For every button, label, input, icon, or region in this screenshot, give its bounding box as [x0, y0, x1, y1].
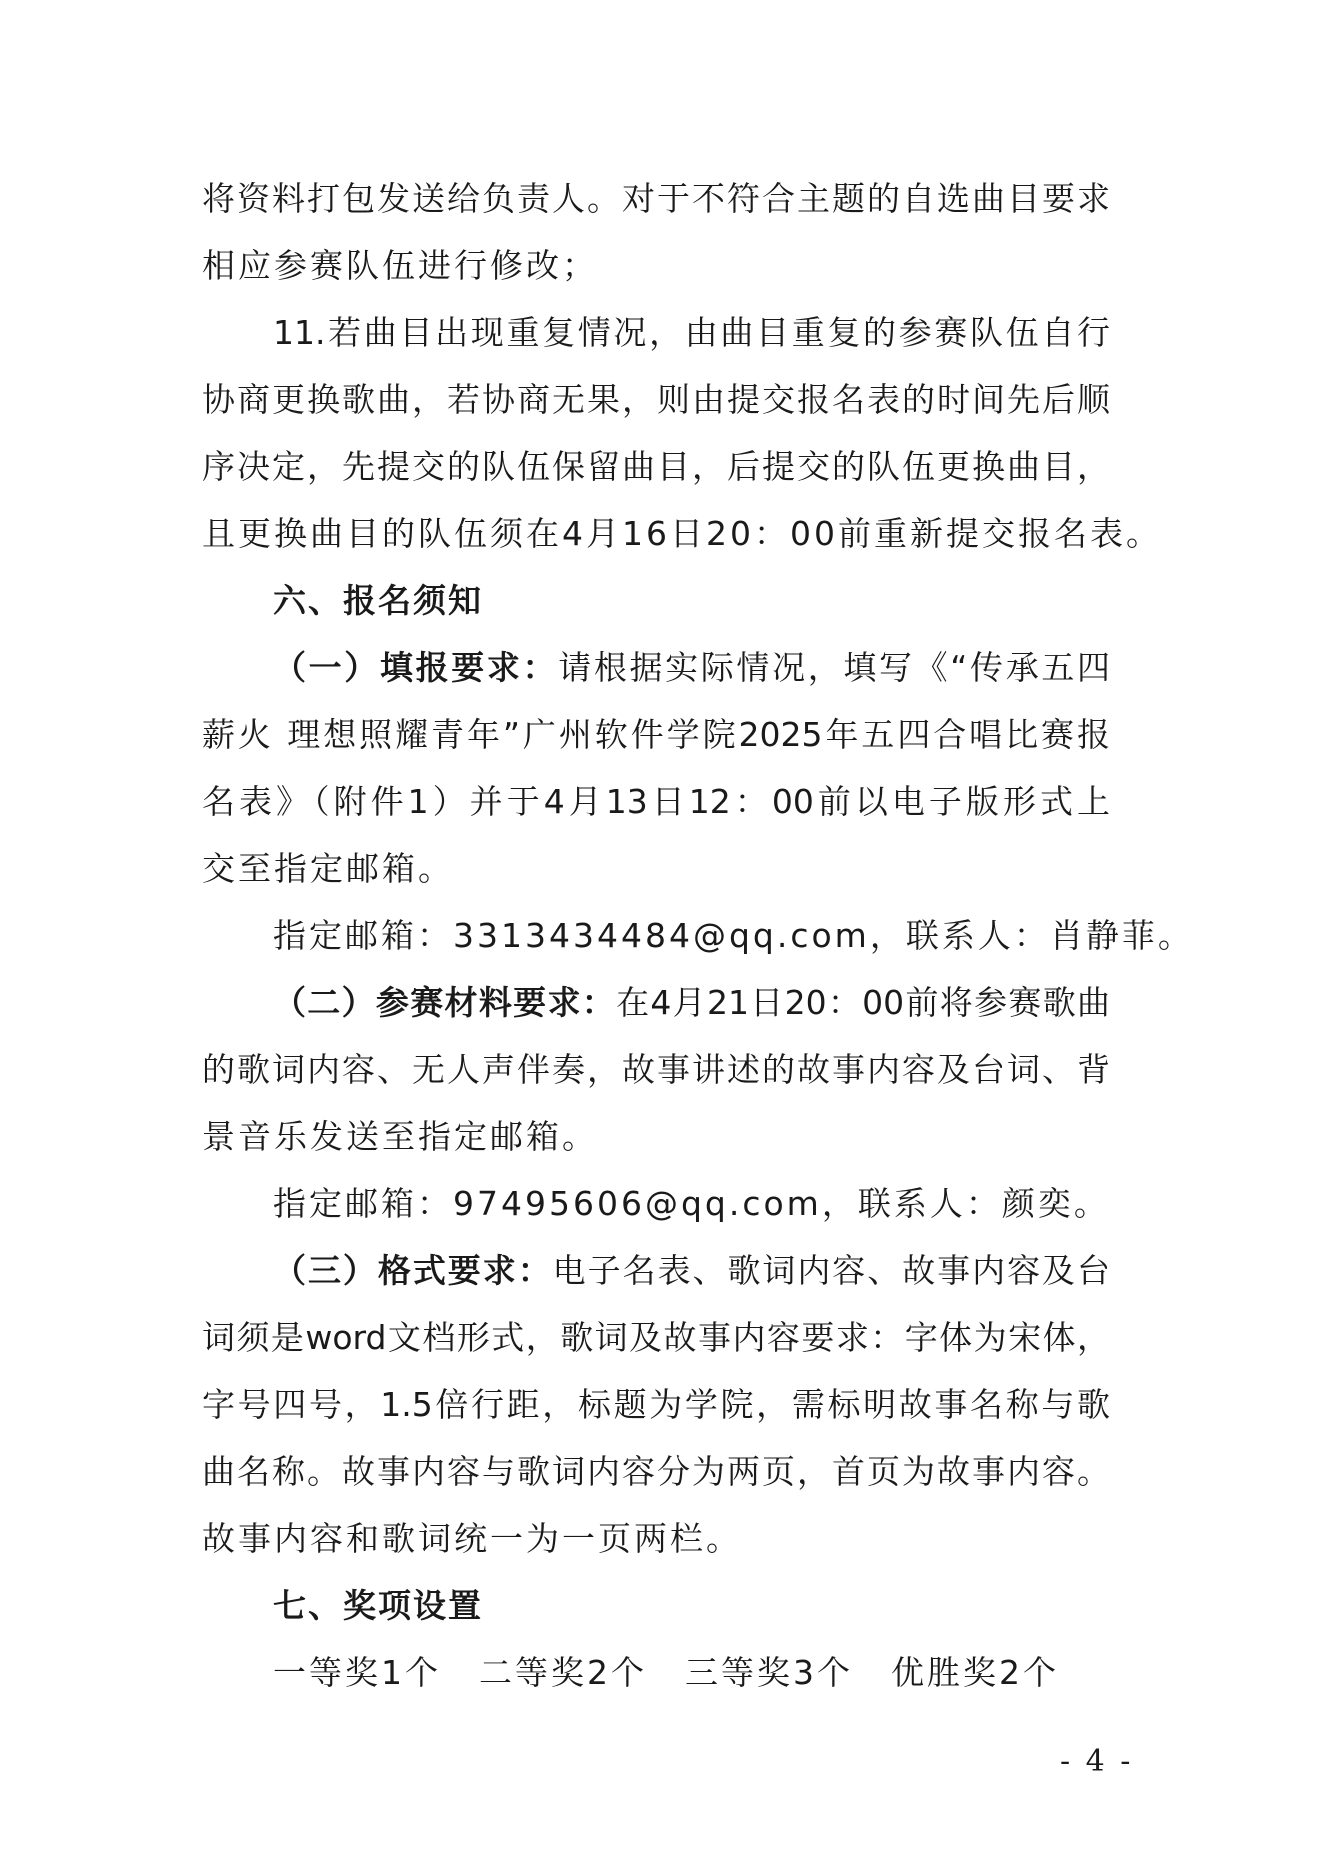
text-line: 的歌词内容、无人声伴奏，故事讲述的故事内容及台词、背 — [202, 1050, 1110, 1089]
page-number: - 4 - — [1060, 1744, 1134, 1779]
text-line: 11.若曲目出现重复情况，由曲目重复的参赛队伍自行 — [273, 313, 1110, 352]
subheading-label: （一）填报要求： — [273, 648, 559, 687]
award-first-prize: 一等奖1个 — [273, 1653, 441, 1692]
text-run: 在4月21日20：00前将参赛歌曲 — [616, 983, 1110, 1022]
text-line — [202, 634, 1110, 701]
contact-email-line-2: 指定邮箱：97495606@qq.com，联系人：颜奕。 — [273, 1184, 1110, 1223]
text-line: 故事内容和歌词统一为一页两栏。 — [202, 1519, 742, 1558]
text-line: 词须是word文档形式，歌词及故事内容要求：字体为宋体， — [202, 1318, 1110, 1357]
paragraph-continuation — [202, 165, 1110, 299]
text-line: 曲名称。故事内容与歌词内容分为两页，首页为故事内容。 — [202, 1452, 1110, 1491]
contact-email-line-1: 指定邮箱：3313434484@qq.com，联系人：肖静菲。 — [273, 916, 1194, 955]
registration-requirements-paragraph — [202, 634, 1110, 902]
text-line — [202, 1237, 1110, 1304]
text-line: 交至指定邮箱。 — [202, 849, 454, 888]
award-second-prize: 二等奖2个 — [479, 1653, 647, 1692]
text-line: 字号四号，1.5倍行距，标题为学院，需标明故事名称与歌 — [202, 1385, 1110, 1424]
text-line: 序决定，先提交的队伍保留曲目，后提交的队伍更换曲目， — [202, 447, 1110, 486]
text-line: 景音乐发送至指定邮箱。 — [202, 1117, 598, 1156]
text-line: 相应参赛队伍进行修改； — [202, 246, 598, 285]
text-run: 电子名表、歌词内容、故事内容及台 — [552, 1251, 1111, 1290]
text-line: 协商更换歌曲，若协商无果，则由提交报名表的时间先后顺 — [202, 380, 1110, 419]
materials-requirements-paragraph — [202, 969, 1110, 1170]
section-heading-awards: 七、奖项设置 — [273, 1586, 483, 1625]
subheading-label: （二）参赛材料要求： — [273, 983, 617, 1022]
format-requirements-paragraph — [202, 1237, 1110, 1572]
text-line: 薪火 理想照耀青年”广州软件学院2025年五四合唱比赛报 — [202, 715, 1110, 754]
document-body — [202, 165, 1194, 1706]
item-11-paragraph — [202, 299, 1162, 567]
text-line — [202, 969, 1110, 1036]
section-heading-registration: 六、报名须知 — [273, 581, 483, 620]
awards-list — [202, 1639, 1110, 1706]
award-excellence-prize: 优胜奖2个 — [891, 1653, 1059, 1692]
text-line: 名表》（附件1）并于4月13日12：00前以电子版形式上 — [202, 782, 1110, 821]
text-line: 将资料打包发送给负责人。对于不符合主题的自选曲目要求 — [202, 179, 1110, 218]
text-line: 且更换曲目的队伍须在4月16日20：00前重新提交报名表。 — [202, 514, 1162, 553]
subheading-label: （三）格式要求： — [273, 1251, 553, 1290]
text-run: 请根据实际情况，填写《“传承五四 — [558, 648, 1110, 687]
award-third-prize: 三等奖3个 — [685, 1653, 853, 1692]
